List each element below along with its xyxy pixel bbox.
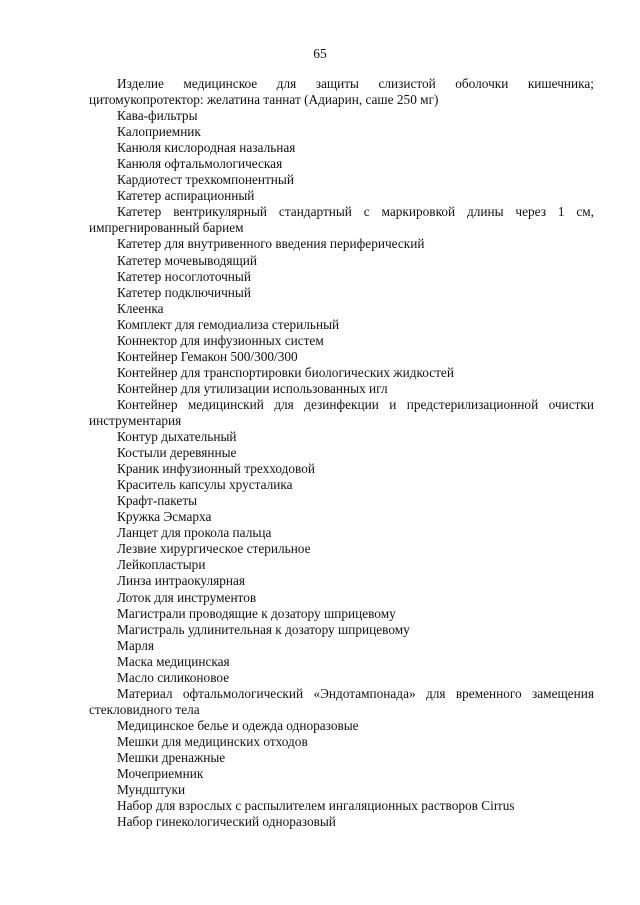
list-item: Лейкопластыри	[117, 557, 206, 573]
list-item: Канюля офтальмологическая	[117, 156, 283, 172]
list-item: Клеенка	[117, 300, 164, 316]
list-item: Катетер подключичный	[117, 284, 251, 300]
list-item: Кружка Эсмарха	[117, 509, 212, 525]
list-item: Краник инфузионный трехходовой	[117, 461, 315, 477]
list-item: Катетер носоглоточный	[117, 268, 251, 284]
list-item: Краситель капсулы хрусталика	[117, 477, 293, 493]
list-item: Комплект для гемодиализа стерильный	[117, 316, 340, 332]
list-item: Магистрали проводящие к дозатору шприцевому	[117, 605, 396, 621]
list-item: Катетер для внутривенного введения периферический	[117, 236, 425, 252]
list-item: Коннектор для инфузионных систем	[117, 332, 324, 348]
list-item: Контейнер медицинский для дезинфекции и предстерилизационной очистки инструментария	[89, 396, 594, 428]
list-item: Контейнер Гемакон 500/300/300	[117, 348, 298, 364]
list-item: Катетер мочевыводящий	[117, 252, 257, 268]
list-item: Материал офтальмологический «Эндотампонада» для временного замещения стекловидного тела	[89, 685, 594, 717]
list-item: Изделие медицинское для защиты слизистой оболочки кишечника; цитомукопротектор: желатина таннат (Адиарин, саше 250 мг)	[89, 76, 594, 108]
list-item: Набор гинекологический одноразовый	[117, 814, 336, 830]
page-number: 65	[313, 46, 327, 61]
list-item: Маска медицинская	[117, 653, 230, 669]
list-item: Контейнер для утилизации использованных игл	[117, 380, 388, 396]
list-item: Мешки дренажные	[117, 749, 226, 765]
list-item: Магистраль удлинительная к дозатору шприцевому	[117, 621, 410, 637]
list-item: Костыли деревянные	[117, 445, 237, 461]
list-item: Мундштуки	[117, 782, 186, 798]
list-item: Калоприемник	[117, 124, 201, 140]
list-item: Мешки для медицинских отходов	[117, 733, 308, 749]
list-item: Катетер аспирационный	[117, 188, 255, 204]
list-item: Масло силиконовое	[117, 669, 230, 685]
list-item: Лоток для инструментов	[117, 589, 257, 605]
list-item: Набор для взрослых с распылителем ингаляционных растворов Cirrus	[117, 798, 515, 814]
list-item: Кава-фильтры	[117, 108, 198, 124]
list-item: Мочеприемник	[117, 766, 204, 782]
list-item: Кардиотест трехкомпонентный	[117, 172, 294, 188]
item-list	[89, 76, 594, 830]
list-item: Медицинское белье и одежда одноразовые	[117, 717, 359, 733]
list-item: Катетер вентрикулярный стандартный с маркировкой длины через 1 см, импрегнированный барием	[89, 204, 594, 236]
list-item: Лезвие хирургическое стерильное	[117, 541, 311, 557]
list-item: Крафт-пакеты	[117, 493, 198, 509]
list-item: Линза интраокулярная	[117, 573, 246, 589]
list-item: Контур дыхательный	[117, 429, 237, 445]
list-item: Контейнер для транспортировки биологических жидкостей	[117, 364, 454, 380]
list-item: Марля	[117, 637, 154, 653]
list-item: Ланцет для прокола пальца	[117, 525, 272, 541]
list-item: Канюля кислородная назальная	[117, 140, 296, 156]
